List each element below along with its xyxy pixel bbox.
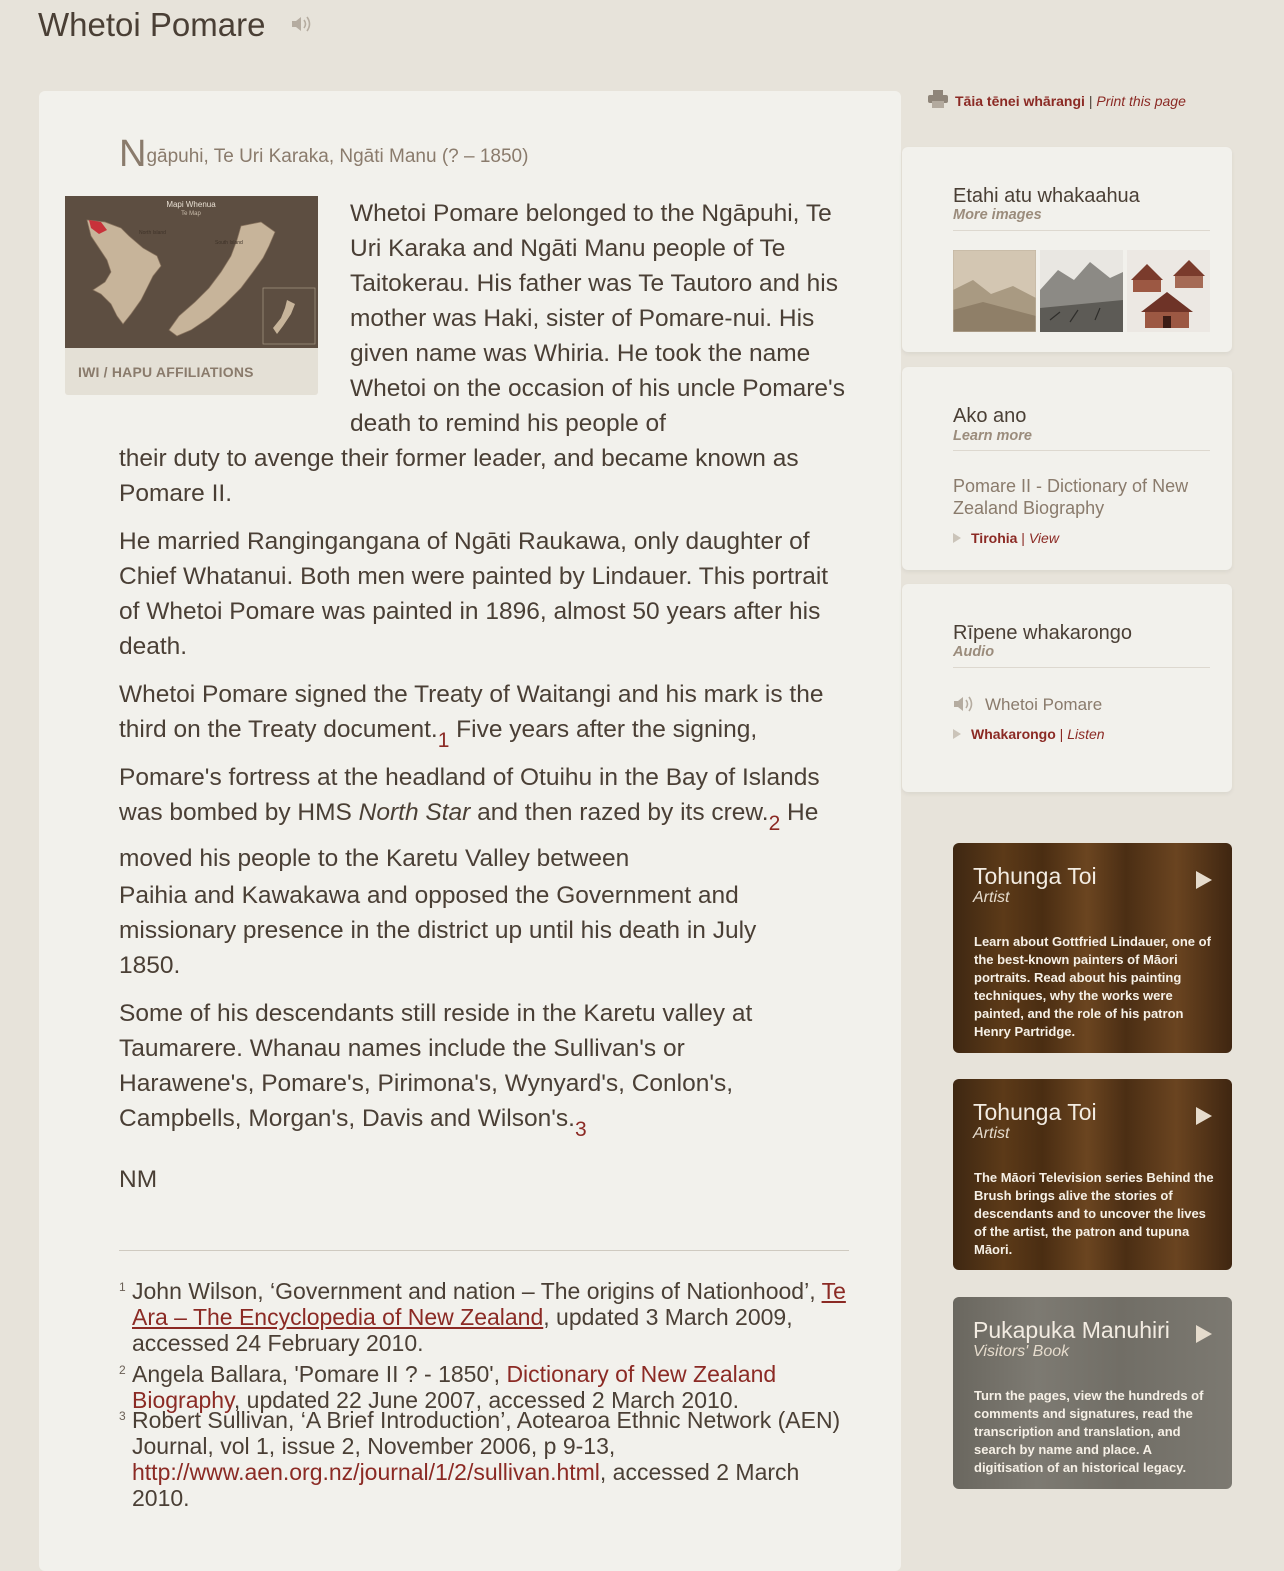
- author-initials: NM: [119, 1166, 158, 1193]
- play-arrow-icon[interactable]: [1196, 1325, 1212, 1343]
- iwi-affiliation-line: [119, 133, 528, 176]
- drop-cap: N: [119, 133, 147, 175]
- footnote-number: 2: [119, 1363, 126, 1377]
- map-subtitle: Te Map: [181, 211, 201, 217]
- footnote-link[interactable]: Dictionary of New Zealand Biography: [132, 1361, 777, 1413]
- footnote-2: [119, 1361, 859, 1413]
- promo-artist-panel[interactable]: [953, 843, 1232, 1053]
- promo-title[interactable]: Pukapuka Manuhiri: [973, 1317, 1170, 1343]
- listen-action[interactable]: [953, 726, 1105, 742]
- map-north-label: North Island: [139, 230, 166, 236]
- audio-item[interactable]: [953, 695, 1102, 715]
- view-label-english[interactable]: View: [1028, 530, 1059, 546]
- audio-rule: [953, 667, 1210, 668]
- paragraph-4: [119, 996, 819, 1147]
- more-images-rule: [953, 230, 1210, 231]
- listen-label-separator: |: [1055, 726, 1068, 742]
- paragraph-3-text-b: Five years after the signing,: [449, 716, 758, 743]
- image-thumbnail-landscape[interactable]: [953, 250, 1036, 332]
- footnote-1: [119, 1278, 859, 1356]
- speaker-icon[interactable]: [290, 14, 312, 34]
- paragraph-3-part-1: [119, 677, 859, 758]
- learn-more-rule: [953, 450, 1210, 451]
- learn-more-panel: [902, 367, 1232, 570]
- listen-label-maori[interactable]: Whakarongo: [971, 726, 1056, 742]
- new-zealand-map-image[interactable]: [65, 196, 318, 348]
- listen-label-english[interactable]: Listen: [1067, 726, 1105, 742]
- promo-subtitle: Visitors' Book: [973, 1343, 1070, 1360]
- iwi-map-thumbnail[interactable]: [65, 196, 318, 395]
- footnote-ref-1[interactable]: 1: [437, 729, 450, 752]
- print-label-english[interactable]: Print this page: [1096, 93, 1186, 109]
- triangle-right-icon: [953, 533, 961, 543]
- footnote-number: 1: [119, 1280, 126, 1294]
- promo-body: Turn the pages, view the hundreds of comments and signatures, read the transcription and translation, and search by name and place. A digitisation of an historical legacy.: [974, 1388, 1204, 1475]
- paragraph-3-text-c: Pomare's fortress at the headland of Otuihu in the Bay of Islands was bombed by HMS: [119, 764, 820, 826]
- ship-name: North Star: [358, 799, 471, 826]
- paragraph-4-text: Some of his descendants still reside in the Karetu valley at Taumarere. Whanau names include the Sullivan's or Harawene's, Pomare's, Pirimona's, Wynyard's, Conlon's, Campbells, Morgan's, Davis and Wilson's.: [119, 1000, 753, 1132]
- paragraph-3-part-3: Paihia and Kawakawa and opposed the Government and missionary presence in the district up until his death in July 1850.: [119, 882, 757, 979]
- promo-title[interactable]: Tohunga Toi: [973, 863, 1097, 889]
- print-label[interactable]: [955, 93, 1186, 109]
- affiliation-text: gāpuhi, Te Uri Karaka, Ngāti Manu (? – 1850): [146, 146, 529, 167]
- view-label-maori[interactable]: Tirohia: [971, 530, 1018, 546]
- promo-subtitle: Artist: [973, 889, 1010, 906]
- paragraph-3-text-e: He moved his people to the Karetu Valley between: [119, 799, 819, 872]
- footnote-ref-2[interactable]: 2: [768, 812, 781, 835]
- promo-title[interactable]: Tohunga Toi: [973, 1099, 1097, 1125]
- more-images-panel: [902, 147, 1232, 352]
- promo-subtitle: Artist: [973, 1125, 1010, 1142]
- footnote-number: 3: [119, 1409, 126, 1423]
- footnote-body: [132, 1361, 859, 1413]
- image-thumbnail-sketch[interactable]: [1040, 250, 1123, 332]
- footnote-link[interactable]: Te Ara – The Encyclopedia of New Zealand: [132, 1278, 846, 1330]
- footnote-body: [132, 1407, 859, 1511]
- audio-panel: [902, 584, 1232, 792]
- footnotes-divider: [119, 1250, 849, 1251]
- footnote-text: , updated 22 June 2007, accessed 2 March 2010.: [233, 1387, 739, 1413]
- print-label-separator: |: [1084, 93, 1097, 109]
- article-card: [39, 91, 901, 1571]
- promo-body: Learn about Gottfried Lindauer, one of the best-known painters of Māori portraits. Read about his painting techniques, why the works were painted, and the role of his patron Henry Partridge.: [974, 934, 1211, 1039]
- footnote-text: Robert Sullivan, ‘A Brief Introduction’, Aotearoa Ethnic Network (AEN) Journal, vol 1, issue 2, November 2006, p 9-13,: [132, 1407, 841, 1459]
- paragraph-1: Whetoi Pomare belonged to the Ngāpuhi, Te Uri Karaka and Ngāti Manu people of Te Taitokerau. His father was Te Tautoro and his mother was Haki, sister of Pomare-nui. His given name was Whiria. He took the name Whetoi on the occasion of his uncle Pomare's death to remind his people of: [350, 200, 845, 437]
- footnote-link[interactable]: http://www.aen.org.nz/journal/1/2/sullivan.html: [132, 1459, 600, 1485]
- paragraph-3-text-d: and then razed by its crew.: [470, 799, 769, 826]
- footnote-ref-3[interactable]: 3: [574, 1118, 587, 1141]
- footnote-body: [132, 1278, 859, 1356]
- promo-visitors-book-panel[interactable]: [953, 1297, 1232, 1489]
- learn-more-subtitle: Learn more: [953, 428, 1032, 444]
- play-arrow-icon[interactable]: [1196, 871, 1212, 889]
- footnote-text: , updated 3 March 2009, accessed 24 February 2010.: [132, 1304, 793, 1356]
- audio-item-label[interactable]: Whetoi Pomare: [985, 695, 1103, 714]
- triangle-right-icon: [953, 729, 961, 739]
- audio-title: Rīpene whakarongo: [953, 622, 1133, 644]
- more-images-subtitle: More images: [953, 207, 1042, 223]
- paragraph-1-continued: their duty to avenge their former leader, and became known as Pomare II.: [119, 445, 799, 507]
- page-title: Whetoi Pomare: [38, 6, 266, 43]
- printer-icon[interactable]: [928, 90, 948, 108]
- view-action[interactable]: [953, 530, 1059, 546]
- paragraph-3-text-a: Whetoi Pomare signed the Treaty of Waitangi and his mark is the third on the Treaty document.: [119, 681, 824, 743]
- more-images-title: Etahi atu whakaahua: [953, 185, 1140, 207]
- footnote-3: [119, 1407, 859, 1511]
- image-thumbnail-meeting-houses[interactable]: [1127, 250, 1210, 332]
- speaker-icon[interactable]: [953, 695, 975, 713]
- learn-more-link[interactable]: Pomare II - Dictionary of New Zealand Biography: [953, 476, 1189, 518]
- paragraph-2: He married Rangingangana of Ngāti Raukawa, only daughter of Chief Whatanui. Both men were painted by Lindauer. This portrait of Whetoi Pomare was painted in 1896, almost 50 years after his death.: [119, 528, 829, 660]
- promo-body: The Māori Television series Behind the Brush brings alive the stories of descendants and to uncover the lives of the artist, the patron and tupuna Māori.: [974, 1170, 1214, 1257]
- view-label-separator: |: [1017, 530, 1029, 546]
- footnote-text: John Wilson, ‘Government and nation – The origins of Nationhood’,: [132, 1278, 822, 1304]
- paragraph-3-part-2: [119, 760, 859, 876]
- map-caption[interactable]: IWI / HAPU AFFILIATIONS: [78, 364, 254, 380]
- map-title: Mapi Whenua: [166, 200, 216, 209]
- footnote-text: Angela Ballara, 'Pomare II ? - 1850',: [132, 1361, 507, 1387]
- play-arrow-icon[interactable]: [1196, 1107, 1212, 1125]
- learn-more-title: Ako ano: [953, 405, 1027, 427]
- audio-subtitle: Audio: [953, 644, 995, 660]
- print-label-maori[interactable]: Tāia tēnei whārangi: [955, 93, 1085, 109]
- promo-behind-the-brush-panel[interactable]: [953, 1079, 1232, 1270]
- footnote-text: , accessed 2 March 2010.: [132, 1459, 800, 1511]
- map-south-label: South Island: [215, 240, 243, 246]
